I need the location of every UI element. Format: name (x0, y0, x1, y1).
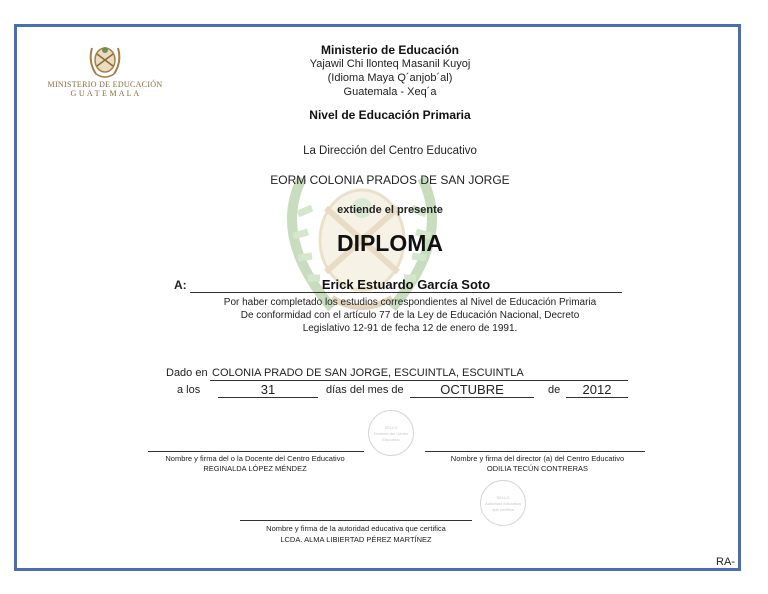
authority-signature-line (240, 520, 472, 521)
ministry-location: Guatemala - Xeq´a (343, 86, 437, 98)
teacher-seal: SELLO Docente del Centro Educativo (368, 410, 414, 456)
extends-text: extiende el presente (337, 204, 443, 216)
recipient-underline (190, 292, 622, 293)
month-underline (410, 397, 534, 398)
crest-text-country: G U A T E M A L A (70, 89, 140, 98)
crest-text-ministry: MINISTERIO DE EDUCACIÓN (47, 80, 163, 89)
ministry-title: Ministerio de Educación (320, 43, 460, 57)
given-place: COLONIA PRADO DE SAN JORGE, ESCUINTLA, ESCUINTLA (212, 367, 524, 379)
director-name: ODILIA TECÚN CONTRERAS (486, 464, 589, 473)
direction-text: La Dirección del Centro Educativo (303, 145, 477, 157)
completion-text-2: De conformidad con el artículo 77 de la Ley de Educación Nacional, Decreto (240, 310, 580, 321)
authority-caption: Nombre y firma de la autoridad educativa que certifica (266, 524, 446, 533)
director-signature-line (425, 451, 645, 452)
teacher-caption: Nombre y firma del o la Docente del Centro Educativo (165, 454, 345, 463)
a-los-label: a los (177, 384, 201, 396)
year-value: 2012 (582, 382, 612, 397)
school-name: EORM COLONIA PRADOS DE SAN JORGE (270, 173, 510, 187)
education-level: Nivel de Educación Primaria (309, 108, 471, 122)
completion-text-3: Legislativo 12-91 de fecha 12 de enero de 1991. (302, 323, 518, 334)
diploma-heading: DIPLOMA (336, 230, 444, 256)
authority-seal: SELLO Autoridad Educativa que certifica (480, 480, 526, 526)
given-prefix: Dado en (166, 367, 208, 379)
guatemala-coat-of-arms-icon (30, 36, 180, 86)
day-underline (218, 397, 318, 398)
authority-name: LCDA. ALMA LIBIERTAD PÉREZ MARTÍNEZ (280, 535, 432, 544)
month-value: OCTUBRE (440, 382, 504, 397)
director-caption: Nombre y firma del director (a) del Centro Educativo (450, 454, 625, 463)
footer-code: RA- (716, 556, 735, 568)
year-de-label: de (548, 384, 561, 396)
teacher-name: REGINALDA LÓPEZ MÉNDEZ (203, 464, 307, 473)
completion-text-1: Por haber completado los estudios correspondientes al Nivel de Educación Primaria (223, 297, 597, 308)
day-value: 31 (260, 382, 276, 397)
given-place-underline (210, 380, 628, 381)
ministry-subtitle-2: (Idioma Maya Q´anjob´al) (327, 72, 453, 84)
ministry-logo (30, 36, 180, 106)
recipient-name: Erick Estuardo García Soto (321, 277, 491, 292)
days-month-label: días del mes de (326, 384, 404, 396)
year-underline (566, 397, 628, 398)
teacher-signature-line (148, 451, 364, 452)
recipient-label: A: (174, 278, 187, 292)
ministry-subtitle-1: Yajawil Chi llonteq Masanil Kuyoj (309, 58, 471, 70)
